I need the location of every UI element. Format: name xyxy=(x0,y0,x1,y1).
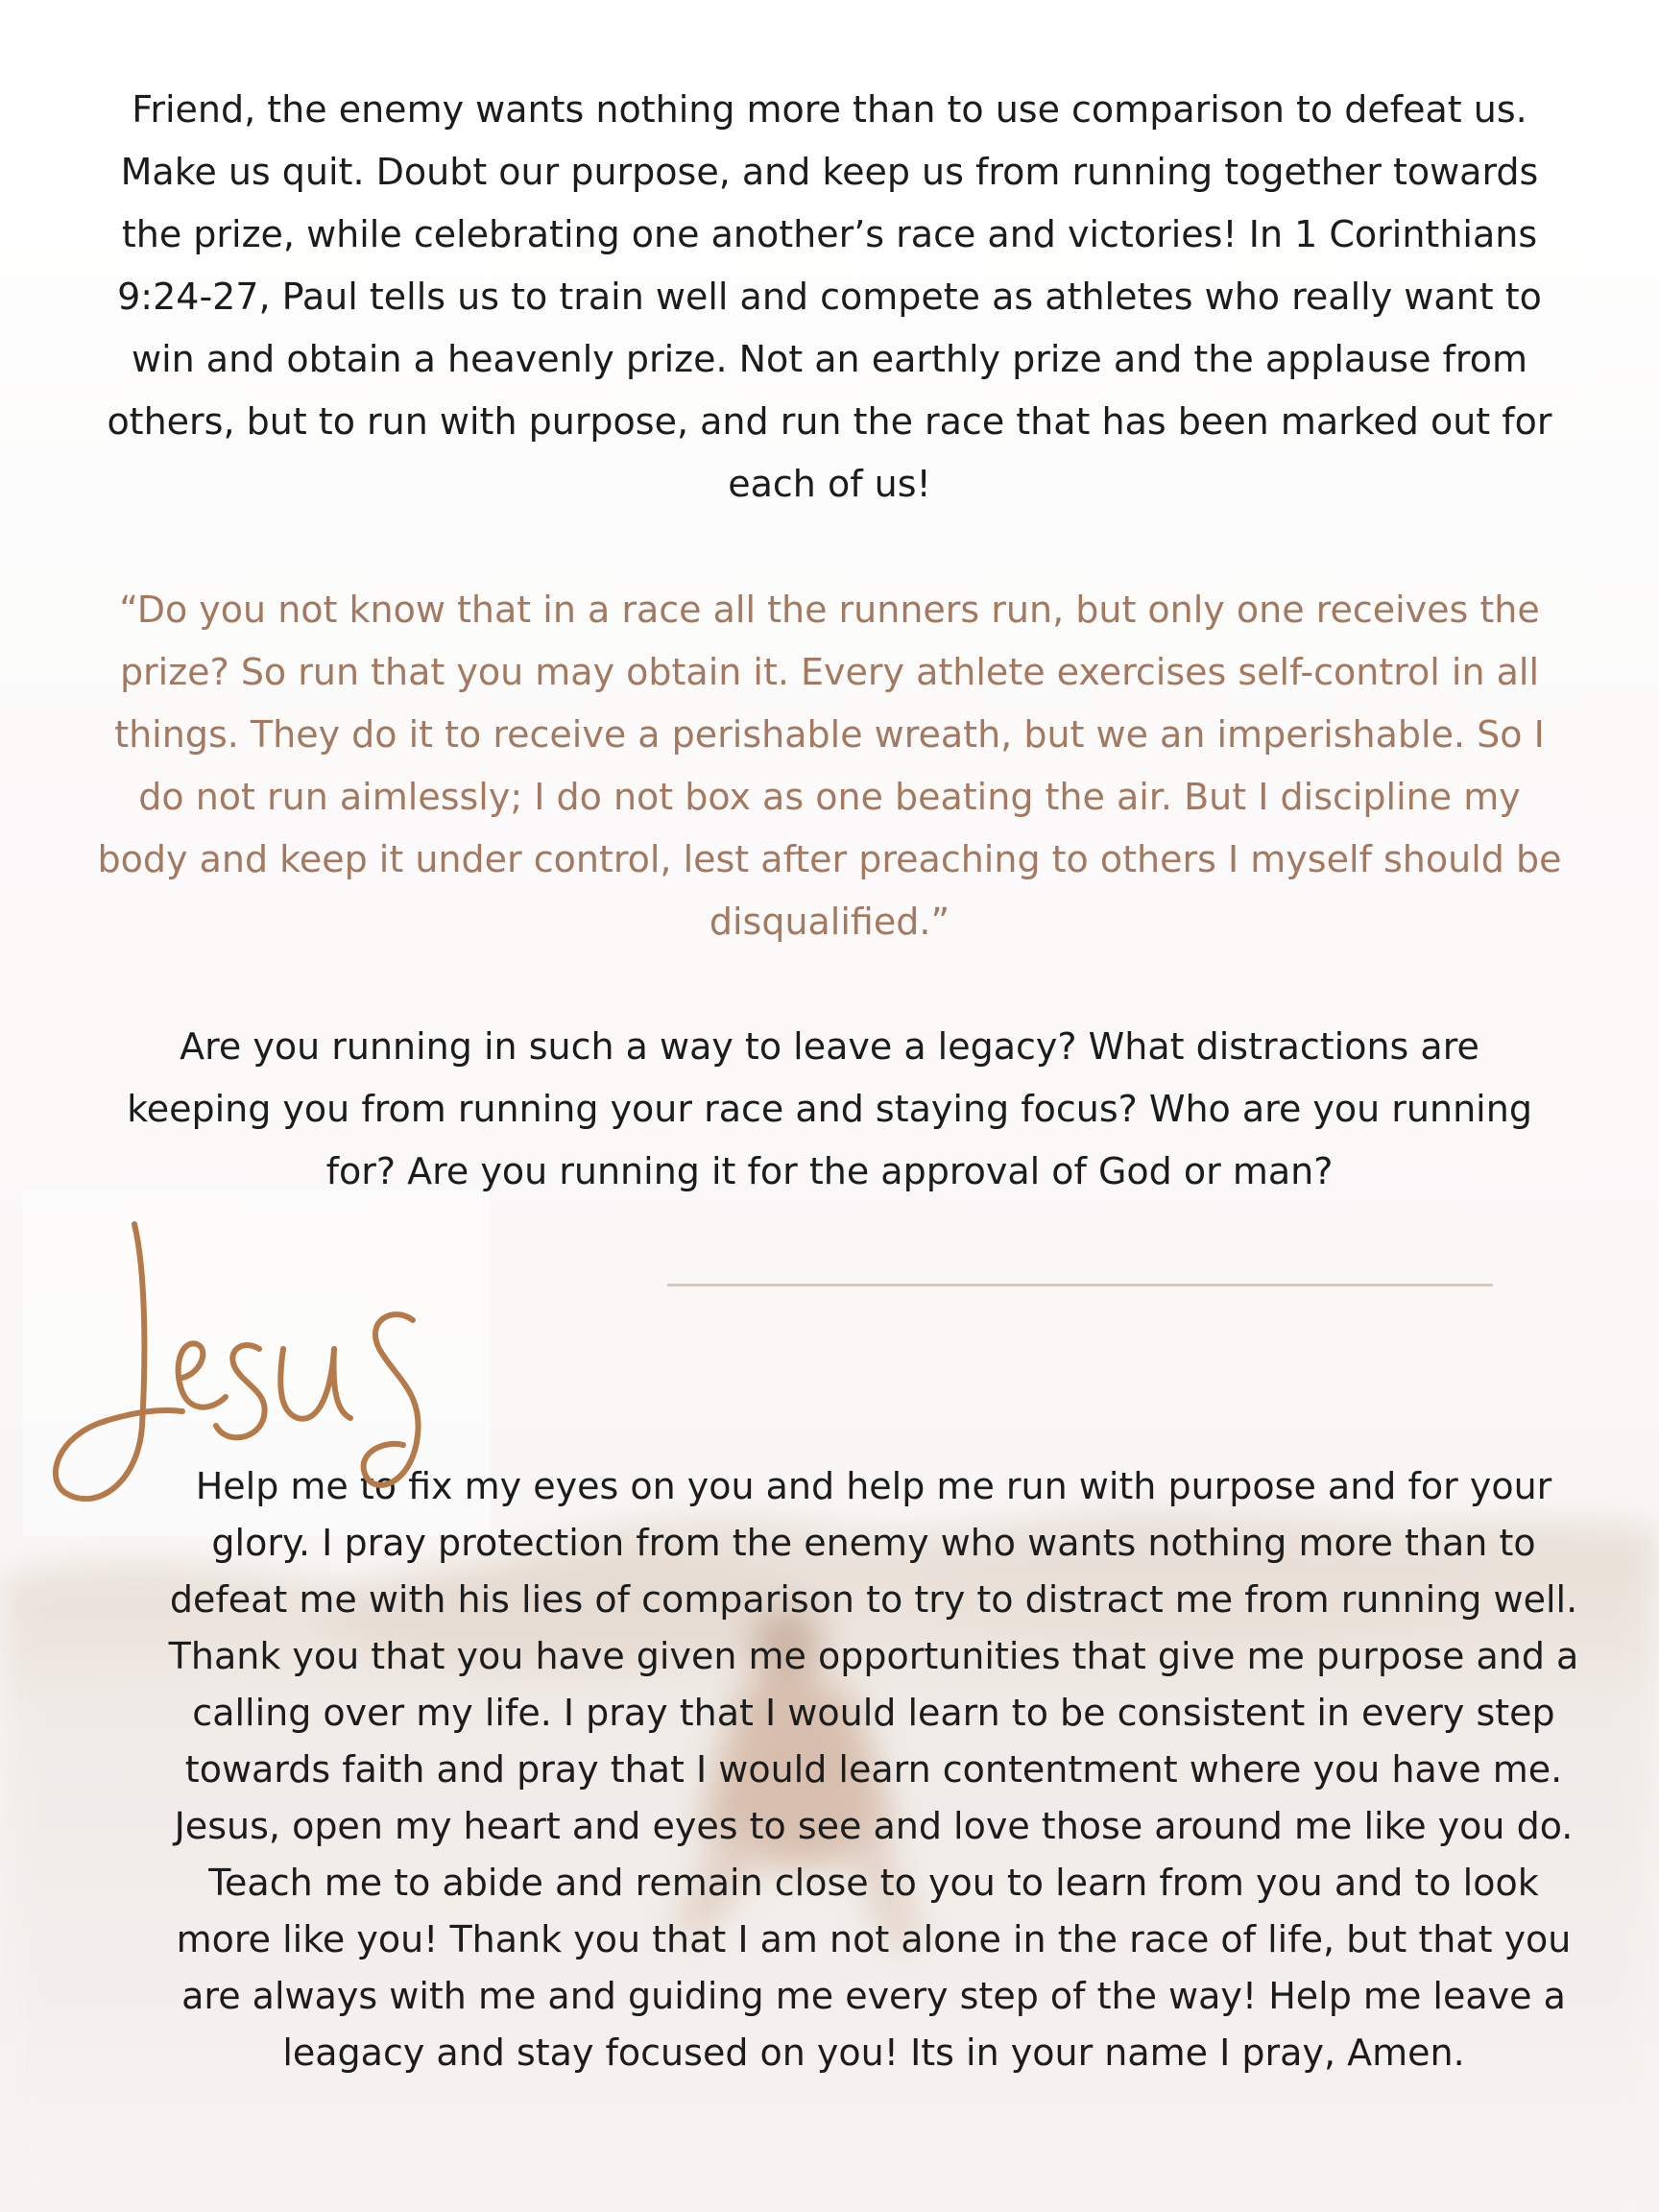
scripture-quote: “Do you not know that in a race all the runners run, but only one receives the prize? So run that you may obtain it. Every athlete exercises self-control in all things. They do it to receive a perishable wreath, but we an imperishable. So I do not run aimlessly; I do not box as one beating the air. But I discipline my body and keep it under control, lest after preaching to others I myself should be disqualified.” xyxy=(97,589,1562,943)
reflection-questions: Are you running in such a way to leave a legacy? What distractions are keeping you from running your race and staying focus? Who are you running for? Are you running it for the approval of God or man? xyxy=(127,1025,1532,1192)
intro-paragraph: Friend, the enemy wants nothing more than to use comparison to defeat us. Make us quit. Doubt our purpose, and keep us from running together towards the prize, while celebrating one another’s race and victories! In 1 Corinthians 9:24-27, Paul tells us to train well and compete as athletes who really want to win and obtain a heavenly prize. Not an earthly prize and the applause from others, but to run with purpose, and run the race that has been marked out for each of us! xyxy=(107,88,1552,505)
divider-line xyxy=(667,1284,1493,1286)
prayer-paragraph: Help me to fix my eyes on you and help me run with purpose and for your glory. I pray protection from the enemy who wants nothing more than to defeat me with his lies of comparison to try to distract me from running well. Thank you that you have given me opportunities that give me purpose and a calling over my life. I pray that I would learn to be consistent in every step towards faith and pray that I would learn contentment where you have me. Jesus, open my heart and eyes to see and love those around me like you do. Teach me to abide and remain close to you to learn from you and to look more like you! Thank you that I am not alone in the race of life, but that you are always with me and guiding me every step of the way! Help me leave a leagacy and stay focused on you! Its in your name I pray, Amen. xyxy=(168,1465,1579,2074)
jesus-script-logo xyxy=(38,1205,480,1531)
